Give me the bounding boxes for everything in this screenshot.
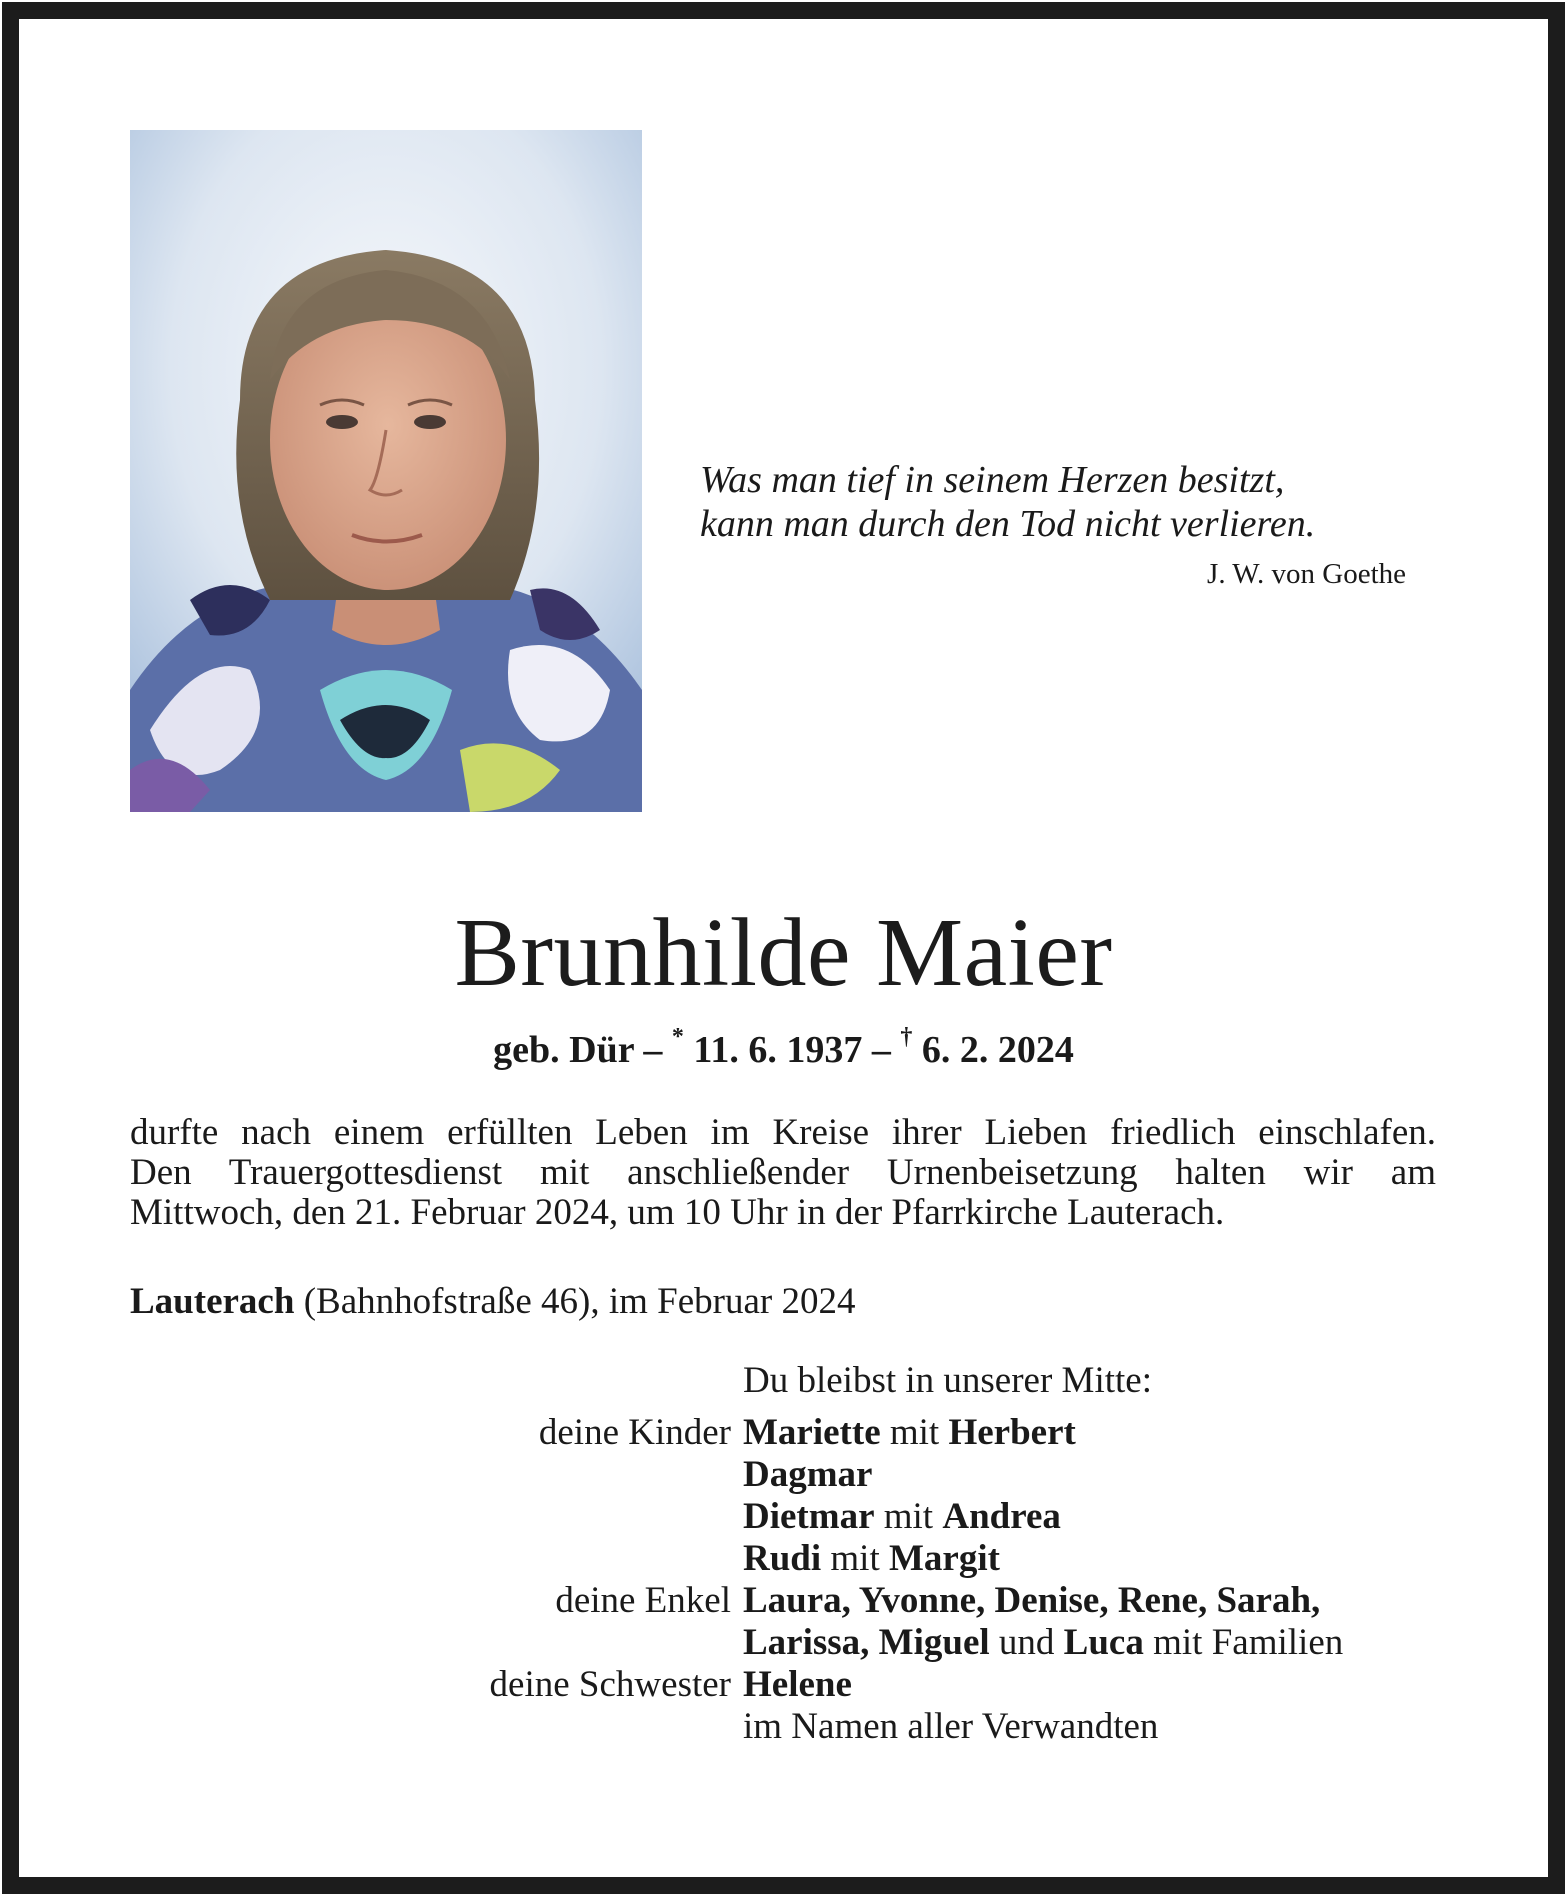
died-symbol: † xyxy=(900,1024,913,1050)
children-row-2 xyxy=(0,1454,1567,1496)
sister-name: Helene xyxy=(743,1664,852,1705)
place-date-line xyxy=(130,1280,855,1324)
child-3-partner: Andrea xyxy=(942,1496,1061,1537)
children-row-1 xyxy=(0,1412,1567,1454)
child-2-name: Dagmar xyxy=(743,1454,873,1495)
grandchildren-line-1: Laura, Yvonne, Denise, Rene, Sarah, xyxy=(743,1580,1321,1621)
death-date: 6. 2. 2024 xyxy=(921,1029,1074,1071)
grandchildren-names-2 xyxy=(743,1622,1343,1664)
grandchildren-row-2 xyxy=(0,1622,1567,1664)
child-3-with: mit xyxy=(883,1496,934,1537)
grandchildren-label: deine Enkel xyxy=(555,1580,731,1621)
children-row-3 xyxy=(0,1496,1567,1538)
closing-text: im Namen aller Verwandten xyxy=(743,1706,1159,1747)
announcement-text xyxy=(130,1113,1436,1233)
town-name: Lauterach xyxy=(130,1281,295,1322)
dash-1: – xyxy=(643,1029,663,1071)
quote-line-2: kann man durch den Tod nicht verlieren. xyxy=(700,503,1316,545)
child-4-name: Rudi xyxy=(743,1538,822,1579)
grandchildren-line-2d: mit Familien xyxy=(1153,1622,1344,1663)
grandchildren-line-2a: Larissa, Miguel xyxy=(743,1622,990,1663)
child-3 xyxy=(743,1496,1061,1538)
child-2 xyxy=(743,1454,872,1496)
child-1 xyxy=(743,1412,1076,1454)
children-label: deine Kinder xyxy=(538,1412,731,1453)
child-3-name: Dietmar xyxy=(743,1496,875,1537)
child-4-with: mit xyxy=(830,1538,880,1579)
birth-death-line xyxy=(0,1024,1567,1073)
child-1-partner: Herbert xyxy=(948,1412,1076,1453)
sister xyxy=(743,1664,852,1706)
born-symbol: * xyxy=(671,1024,684,1050)
dash-2: – xyxy=(871,1029,891,1071)
closing-row xyxy=(0,1706,1567,1748)
child-4-partner: Margit xyxy=(889,1538,1000,1579)
quote-line-1: Was man tief in seinem Herzen besitzt, xyxy=(700,459,1285,501)
child-1-with: mit xyxy=(889,1412,940,1453)
family-intro: Du bleibst in unserer Mitte: xyxy=(743,1360,1152,1401)
deceased-name: Brunhilde Maier xyxy=(454,899,1113,1007)
family-intro-row xyxy=(0,1360,1567,1402)
maiden-name: geb. Dür xyxy=(493,1029,634,1071)
sister-label: deine Schwester xyxy=(489,1664,731,1705)
quote-author: J. W. von Goethe xyxy=(1207,558,1406,590)
child-1-name: Mariette xyxy=(743,1412,881,1453)
announcement-line-3: Mittwoch, den 21. Februar 2024, um 10 Uhr in der Pfarrkirche Lauterach. xyxy=(130,1192,1225,1233)
grandchildren-names-1 xyxy=(743,1580,1320,1622)
grandchildren-row-1 xyxy=(0,1580,1567,1622)
announcement-line-2: Den Trauergottesdienst mit anschließender Urnenbeisetzung halten wir am xyxy=(130,1152,1436,1193)
sister-row xyxy=(0,1664,1567,1706)
goethe-quote xyxy=(700,458,1420,590)
child-4 xyxy=(743,1538,1000,1580)
grandchildren-line-2b: und xyxy=(998,1622,1055,1663)
grandchildren-line-2c: Luca xyxy=(1063,1622,1144,1663)
portrait-photo xyxy=(130,130,642,812)
announcement-line-1: durfte nach einem erfüllten Leben im Kreise ihrer Lieben friedlich einschlafen. xyxy=(130,1112,1436,1153)
address-date: (Bahnhofstraße 46), im Februar 2024 xyxy=(303,1281,856,1322)
children-row-4 xyxy=(0,1538,1567,1580)
birth-date: 11. 6. 1937 xyxy=(693,1029,863,1071)
